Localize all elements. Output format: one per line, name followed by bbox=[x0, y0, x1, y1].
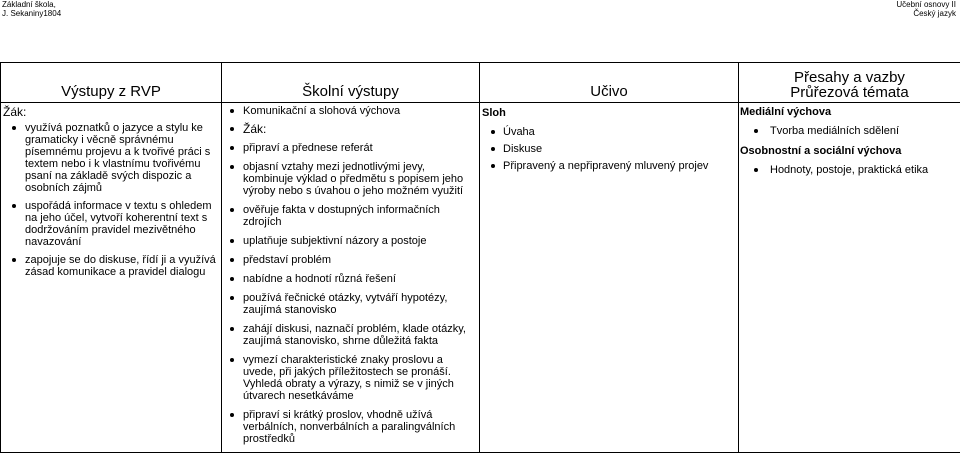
list-item: Tvorba mediálních sdělení bbox=[740, 125, 957, 137]
list-item: Úvaha bbox=[482, 126, 735, 138]
pupil-label: Žák: bbox=[3, 106, 218, 118]
list-item: Připravený a nepřipravený mluvený projev bbox=[482, 160, 735, 172]
media-topics-list bbox=[740, 125, 957, 137]
section-title-personal-social: Osobnostní a sociální výchova bbox=[740, 145, 957, 157]
subject-name: Český jazyk bbox=[896, 9, 956, 18]
column-header-crosscurricular-line1: Přesahy a vazby bbox=[739, 70, 960, 85]
personal-social-topics-list bbox=[740, 164, 957, 176]
pupil-label: Žák: bbox=[226, 123, 476, 135]
list-item: představí problém bbox=[226, 254, 476, 266]
list-item: zapojuje se do diskuse, řídí ji a využívá zásad komunikace a pravidel dialogu bbox=[3, 254, 218, 278]
school-outcomes-list bbox=[226, 105, 476, 445]
document-title: Učební osnovy II bbox=[896, 0, 956, 9]
list-item: využívá poznatků o jazyce a stylu ke gramaticky i věcně správnému písemnému projevu a k tvořivé práci s textem nebo i k vlastnímu tvořivému psaní na základě svých dispozic a osobních zájmů bbox=[3, 122, 218, 194]
curriculum-table bbox=[0, 62, 960, 453]
list-item: uplatňuje subjektivní názory a postoje bbox=[226, 235, 476, 247]
list-item: vymezí charakteristické znaky proslovu a uvede, při jakých příležitostech se pronáší. Vyhledá obraty a výrazy, s nimiž se v jiných útvarech nesetkáváme bbox=[226, 354, 476, 402]
column-header-crosscurricular bbox=[739, 63, 960, 103]
list-item: Hodnoty, postoje, praktická etika bbox=[740, 164, 957, 176]
column-header-curriculum: Učivo bbox=[480, 63, 739, 103]
curriculum-list bbox=[482, 126, 735, 172]
column-header-rvp-outcomes: Výstupy z RVP bbox=[1, 63, 222, 103]
list-item: objasní vztahy mezi jednotlivými jevy, kombinuje výklad o předmětu s popisem jeho výroby nebo s úvahou o jeho možném využití bbox=[226, 161, 476, 197]
rvp-outcomes-list bbox=[3, 122, 218, 278]
column-header-crosscurricular-line2: Průřezová témata bbox=[739, 85, 960, 100]
curriculum-cell bbox=[480, 103, 739, 453]
crosscurricular-cell bbox=[739, 103, 960, 453]
list-item: připraví si krátký proslov, vhodně užívá verbálních, nonverbálních a paralingválních prostředků bbox=[226, 409, 476, 445]
column-header-school-outcomes: Školní výstupy bbox=[222, 63, 480, 103]
list-item: nabídne a hodnotí různá řešení bbox=[226, 273, 476, 285]
list-item: používá řečnické otázky, vytváří hypotézy, zaujímá stanovisko bbox=[226, 292, 476, 316]
table-row bbox=[1, 103, 960, 453]
school-outcomes-cell bbox=[222, 103, 480, 453]
document-header bbox=[896, 0, 956, 18]
list-item: Diskuse bbox=[482, 143, 735, 155]
list-item: připraví a přednese referát bbox=[226, 142, 476, 154]
curriculum-section-title: Sloh bbox=[482, 107, 735, 119]
list-item: uspořádá informace v textu s ohledem na jeho účel, vytvoří koherentní text s dodržováním pravidel mezivětného navazování bbox=[3, 200, 218, 248]
school-address: J. Sekaniny1804 bbox=[2, 9, 61, 18]
school-name: Základní škola, bbox=[2, 0, 61, 9]
table-header-row bbox=[1, 63, 960, 103]
list-item: ověřuje fakta v dostupných informačních zdrojích bbox=[226, 204, 476, 228]
rvp-outcomes-cell bbox=[1, 103, 222, 453]
school-header bbox=[2, 0, 61, 18]
list-item: Komunikační a slohová výchova bbox=[226, 105, 476, 117]
section-title-media: Mediální výchova bbox=[740, 106, 957, 118]
list-item: zahájí diskusi, naznačí problém, klade otázky, zaujímá stanovisko, shrne důležitá fakta bbox=[226, 323, 476, 347]
